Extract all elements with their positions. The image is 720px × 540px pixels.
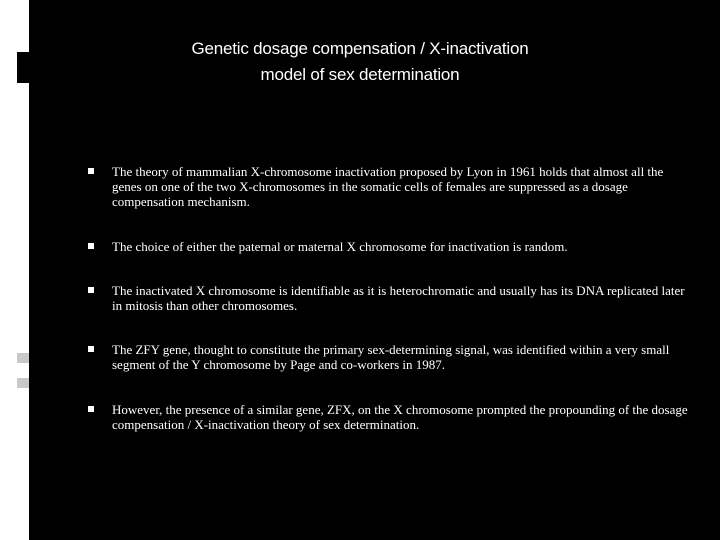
square-bullet-icon <box>88 243 94 249</box>
square-bullet-icon <box>88 346 94 352</box>
bullet-text: The ZFY gene, thought to constitute the primary sex-determining signal, was identified within a very small segment of the Y chromosome by Page and co-workers in 1987. <box>112 342 670 372</box>
bullet-text: However, the presence of a similar gene, ZFX, on the X chromosome prompted the propounding of the dosage compensation / X-inactivation theory of sex determination. <box>112 402 688 432</box>
bullet-item <box>88 239 688 254</box>
bullet-text: The choice of either the paternal or maternal X chromosome for inactivation is random. <box>112 239 568 254</box>
bullet-item <box>88 164 688 209</box>
bullet-text: The theory of mammalian X-chromosome inactivation proposed by Lyon in 1961 holds that almost all the genes on one of the two X-chromosomes in the somatic cells of females are suppressed as a dosage compensation mechanism. <box>112 164 664 209</box>
bullet-list <box>88 164 688 432</box>
square-bullet-icon <box>88 406 94 412</box>
decorative-square-1 <box>17 353 29 363</box>
square-bullet-icon <box>88 168 94 174</box>
bullet-item <box>88 283 688 313</box>
decorative-square-2 <box>17 378 29 388</box>
slide-title-line-1: Genetic dosage compensation / X-inactivation <box>191 39 529 58</box>
bullet-item <box>88 342 688 372</box>
decorative-bar-top <box>17 52 29 83</box>
slide-title-line-2: model of sex determination <box>260 65 460 84</box>
bullet-item <box>88 402 688 432</box>
bullet-text: The inactivated X chromosome is identifiable as it is heterochromatic and usually has its DNA replicated later in mitosis than other chromosomes. <box>112 283 685 313</box>
slide-title <box>120 36 600 88</box>
square-bullet-icon <box>88 287 94 293</box>
